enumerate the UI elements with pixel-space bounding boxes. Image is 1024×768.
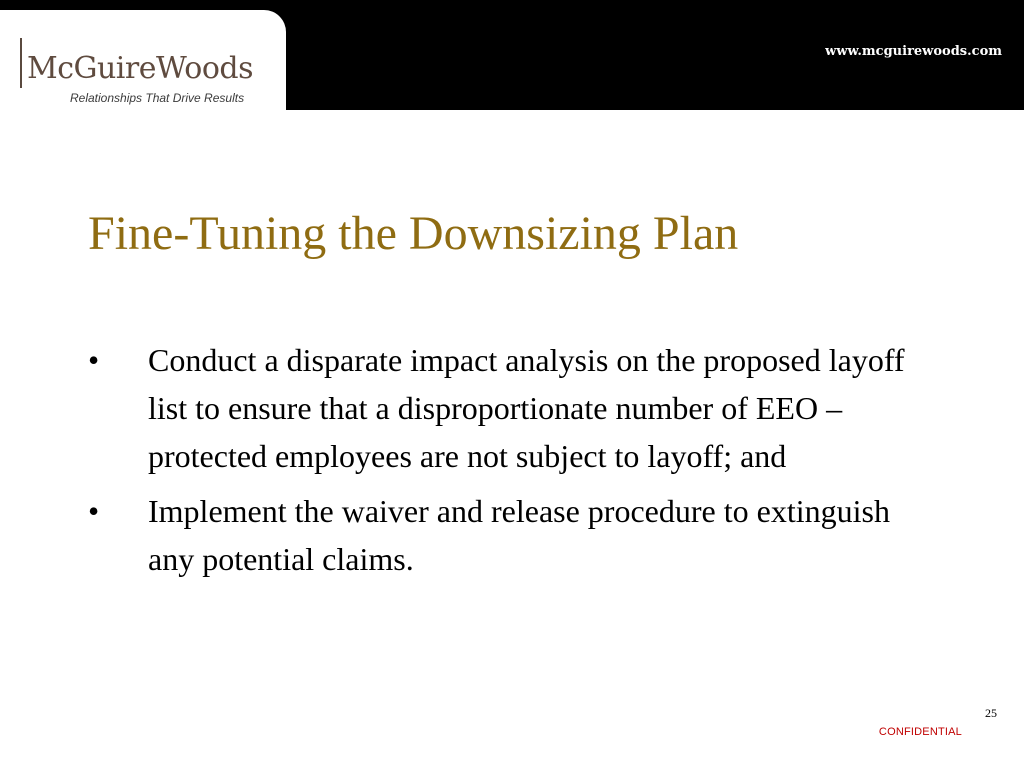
bullet-item: [88, 336, 918, 480]
company-logo: McGuireWoods: [27, 51, 254, 86]
bullet-marker: •: [88, 342, 100, 378]
bullet-text: Conduct a disparate impact analysis on the proposed layoff list to ensure that a disproportionate number of EEO – protected employees are not subject to layoff; and: [148, 342, 905, 474]
logo-panel: [0, 10, 286, 110]
bullet-item: [88, 487, 918, 583]
logo-tagline: Relationships That Drive Results: [70, 91, 245, 105]
logo-rule-divider: [20, 38, 22, 88]
bullet-list: [88, 336, 918, 590]
bullet-marker: •: [88, 493, 100, 529]
slide-title: Fine-Tuning the Downsizing Plan: [88, 207, 739, 260]
website-url: www.mcguirewoods.com: [825, 44, 1002, 59]
confidential-label: CONFIDENTIAL: [878, 726, 962, 738]
page-number: 25: [985, 706, 997, 720]
bullet-text: Implement the waiver and release procedure to extinguish any potential claims.: [148, 493, 890, 577]
header-bar: [0, 0, 1024, 110]
